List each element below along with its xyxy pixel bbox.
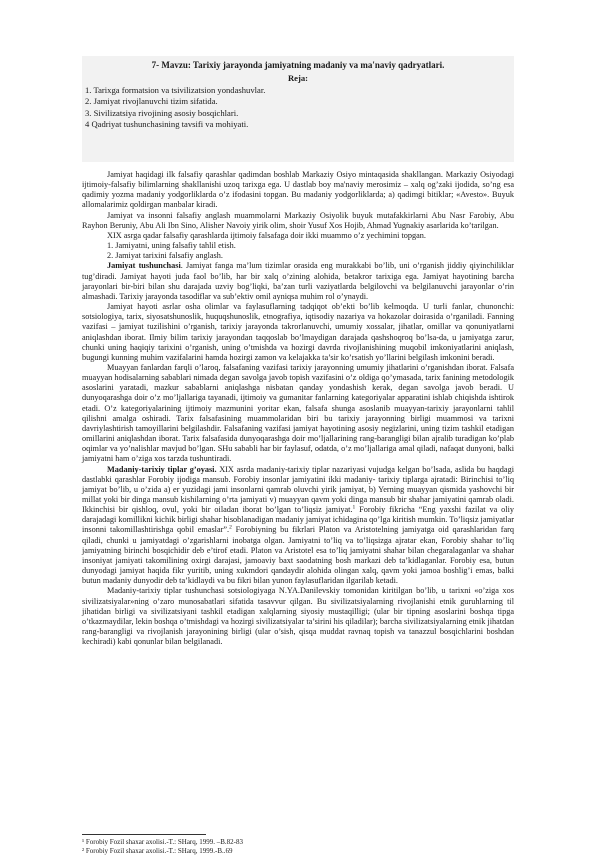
paragraph-text: XIX asrda madaniy-tarixiy tiplar nazariyasi vujudga kelgan bo’lsada, aslida bu haqdagi dastlabki qarashlar Forobiy ijodiga mansub. Forobiy insonlar jamiyatini ikki madaniy- tarixiy tiplarga ajratadi: Birinchisi to’liq jamiyat bo’lib, u o’zida a) er yuzidagi jami insonlarni qamrab oluvchi yirik jamiyat, b) Yerning muayyan qismida yashovchi bir millat yoki bir dinga mansub kishilarning o’rta jamiyati v) muayyan qavm yoki dinga mansub bir shahar jamiyatini qamrab oladi. Ikkinchisi bir qishloq, ovul, yoki bir oiladan iborat bo’lgan to’liqsiz jamiyat. bbox=[82, 464, 514, 515]
lesson-plan-box bbox=[82, 56, 514, 162]
paragraph: XIX asrga qadar falsafiy qarashlarda ijtimoiy falsafaga doir ikki muammo o’z yechimini topgan. bbox=[107, 230, 426, 240]
paragraph-text: Forobiyning bu fikrlari Platon va Aristotelning jamiyatga oid qarashlaridan farq qiladi, chunki u jamiyatdagi o’zgarishlarni inobatga olgan. Jamiyatni to’liq va to’liqsizga ajratar ekan, Forobiy shahar to’liq jamiyatning birinchi bosqichidir deb e’tirof etadi. Platon va Aristotel esa to’liq jamiyatni shahar bilan chegaralaganlar va shahar insoniyat jamiyati takomilining oxirgi darajasi, jamoaviy baxt saodatning bosh markazi deb ta’kidlaganlar. Forobiy esa, butun dunyodagi jamiyat haqida fikr yuritib, uning xukmdori qandaydir alohida olingan xalq, qavm yoki jamoa boshlig’i emas, balki butun madaniy dunyodir deb ta’kidlaydi va bu fikri bilan yunon faylasuflaridan ilgarilab ketadi. bbox=[82, 525, 514, 586]
paragraph: Muayyan fanlardan farqli o’laroq, falsafaning vazifasi tarixiy jarayonning umumiy jihatlarini o’rganishdan iborat. Falsafa muayyan hodisalarning sabablari nimada degan savolga javob topish vazifasini o’z oldiga qo’ymasada, tarix fanining metodologik asoslarini yaratadi, mazkur sabablarni aniqlashga nisbatan qanday yondashish kerak, degan savolga javob beradi. U dunyoqarashga doir o’z mo’ljallariga tayanadi, ijtimoiy va gumanitar fanlarning kategoriyalar apparatini ishlab chiqishda ishtirok etadi. O’z kategoriyalarining ijtimoiy mazmunini yoritar ekan, falsafa shunga asoslanib muayyan-tarixiy jarayonlarni tahlil qilishni amalga oshiradi. Tarix falsafasining muammolaridan biri bu tarixiy jarayonning birligi muammosi va tarixni davriylashtirish tamoyillarini belgilashdir. Falsafaning vazifasi jamiyat hayotining asosiy negizlarini, uning tizim tashkil etadigan omillarini aniqlashdan iborat. Tarix falsafasida dunyoqarashga doir mo’ljallarining rang-barangligi bilan ajralib turadigan ko’plab oqimlar va yo’nalishlar mavjud bo’lgan. SHu sababli har bir faylasuf, odatda, o’z mo’ljallariga amal qiladi, nafaqat dunyoni, balki jamiyatni ham o’ziga xos tarzda tushuntiradi. bbox=[82, 362, 514, 464]
paragraph: Jamiyat va insonni falsafiy anglash muammolarni Markaziy Osiyolik buyuk mutafakkirlarni Abu Nasr Farobiy, Abu Rayhon Beruniy, Abu Ali Ibn Sino, Alisher Navoiy yirik olim, shoir Yusuf Xos Hojib, Ahmad Yugnakiy asarlarida ko’tarilgan. bbox=[82, 210, 514, 230]
plan-item: 1. Tarixga formatsion va tsivilizatsion yondashuvlar. bbox=[85, 85, 266, 95]
paragraph bbox=[82, 465, 514, 587]
plan-item: 2. Jamiyat rivojlanuvchi tizim sifatida. bbox=[85, 96, 218, 107]
paragraph: Jamiyat hayoti asrlar osha olimlar va faylasuflarning tadqiqot ob’ekti bo’lib kelmoqda. U turli fanlar, chunonchi: sotsiologiya, tarix, siyosatshunoslik, huquqshunoslik, etnografiya, iqtisodiy nazariya va hokazolar doirasida o’rganiladi. Fanning vazifasi – jamiyat tuzilishini o’rganish, tarixiy jarayonda takrorlanuvchi, umumiy xossalar, jihatlar, omillar va qonuniyatlarni aniqlashdan iborat. Ilmiy bilim tarixiy jarayondan taqqoslab bo’lmaydigan darajada qashshoqroq bo’lsa-da, u jamiyatga zarur, chunki uning haqiqiy tarixini o’rganish, uning o’tmishda va hozirgi davrda rivojlanishining muqobil imkoniyatlarini aniqlash, bugungi kunning muhim vazifalarini hamda hozirgi zamon va kelajakka ta’sir ko’rsatish yo’llarini belgilash imkonini beradi. bbox=[82, 302, 514, 362]
document-body bbox=[82, 170, 514, 647]
plan-item: 4 Qadriyat tushunchasining tavsifi va mohiyati. bbox=[85, 119, 249, 130]
lesson-title: 7- Mavzu: Tarixiy jarayonda jamiyatning madaniy va ma'naviy qadryatlari. bbox=[151, 60, 445, 70]
plan-item: 3. Sivilizatsiya rivojining asosiy bosqichlari. bbox=[85, 107, 239, 118]
plan-heading: Reja: bbox=[287, 73, 309, 83]
paragraph: Madaniy-tarixiy tiplar tushunchasi sotsiologiyaga N.YA.Danilevskiy tomonidan kiritilgan bo’lib, u tarixni «o’ziga xos sivilizatsiyalar»ning o’zaro munosabatlari sifatida tasavvur qilgan. Bu sivilizatsiyalarning rivojlanishi etnik guruhlarning til jihatidan birligi va sivilizatsiyani tashkil etadigan xalqlarning siyosiy mustaqilligi; (ular bir tipning asoslarini boshqa tipga o’tkazmaydilar, lekin boshqa o’tmishdagi va hozirgi sivilizatsiyalar ta’sirini his qiladilar); barcha sivilizatsiyalarning etnik jihatdan rang-barangligi va rivojlanish jarayonining birligi (ular o’sish, qisqa muddat ravnaq topish va tanazzul bosqichlarini boshdan kechiradi) kabi qonunlar bilan belgilanadi. bbox=[82, 586, 514, 647]
footnote-ref: 2 bbox=[229, 524, 232, 531]
list-item: 1. Jamiyatni, uning falsafiy tahlil etish. bbox=[107, 241, 236, 251]
footnote: ² Forobiy Fozil shaxar axolisi.-T.: SHarq, 1999.-B..69 bbox=[82, 847, 233, 855]
paragraph-text: . Jamiyat fanga ma’lum tizimlar orasida eng murakkabi bo’lib, uni o’rganish jiddiy qiyinchiliklar tug’diradi. Jamiyat hayoti juda faol bo’lib, har bir xalq o’zining alohida, betakror tarixiga ega. Jamiyat hayotining barcha jarayonlari bir-biri bilan shu darajada uzviy bog’liqki, ba’zan turli vaziyatlarda belgilovchi va belgilanuvchi jarayonlar o’rin almashadi. Tarixiy jarayonda tasodiflar va sub’ektiv omil ayniqsa muhim rol o’ynaydi. bbox=[82, 261, 514, 301]
term-heading: Jamiyat tushunchasi bbox=[107, 261, 181, 271]
footnote: ¹ Forobiy Fozil shaxar axolisi.-T.: SHarq, 1999. –B.82-83 bbox=[82, 838, 244, 846]
footnotes bbox=[82, 838, 243, 856]
list-item: 2. Jamiyat tarixini falsafiy anglash. bbox=[107, 251, 223, 261]
paragraph bbox=[82, 261, 514, 302]
term-heading: Madaniy-tarixiy tiplar g’oyasi. bbox=[107, 464, 217, 474]
paragraph-text: Forobiy fikricha “Eng yaxshi fazilat va oliy darajadagi komillikni kichik birligi shahar hisoblanadigan madaniy jamiyat ichidagina qo’lga kiritish mumkin. To’liqsiz jamiyatlar insonni takomillashtirishga qobil emaslar”. bbox=[82, 505, 514, 535]
plan-list bbox=[85, 85, 265, 131]
footnote-ref: 1 bbox=[352, 504, 356, 511]
paragraph: Jamiyat haqidagi ilk falsafiy qarashlar qadimdan boshlab Markaziy Osiyo mintaqasida shakllangan. Markaziy Osiyodagi ijtimoiy-falsafiy bilimlarning shakllanishi uzoq tarixga ega. U dastlab boy ma'naviy merosimiz – xalq og’zaki ijodida, so’ng esa qadimiy yozma madaniy yodgorliklarda o’z ifodasini topgan. Bu madaniy yodgorliklarda; a) qadimgi bitiklar; «Avesto». Buyuk allomalarimiz qoldirgan manbalar kiradi. bbox=[82, 170, 514, 210]
footnote-divider bbox=[82, 834, 206, 835]
